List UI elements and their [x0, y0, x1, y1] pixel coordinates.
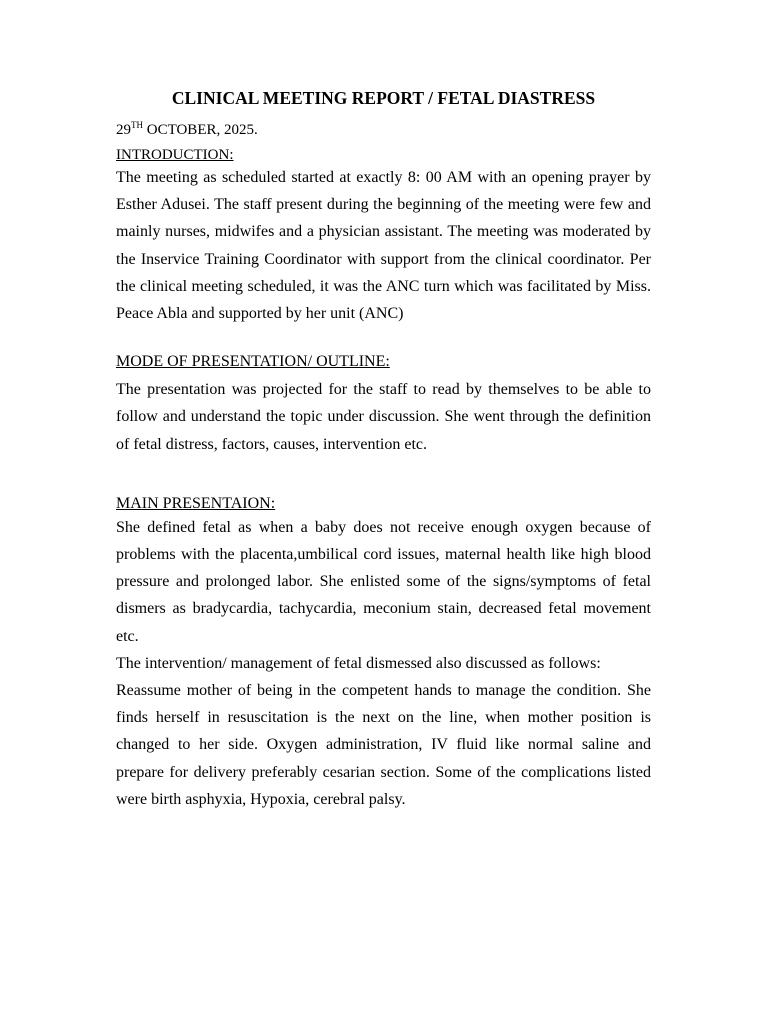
- introduction-paragraph: The meeting as scheduled started at exactly 8: 00 AM with an opening prayer by Esther Adusei. The staff present during the beginning of the meeting were few and mainly nurses, midwifes and a physician assistant. The meeting was moderated by the Inservice Training Coordinator with support from the clinical coordinator. Per the clinical meeting scheduled, it was the ANC turn which was facilitated by Miss. Peace Abla and supported by her unit (ANC): [116, 169, 651, 323]
- document-title: CLINICAL MEETING REPORT / FETAL DIASTRESS: [171, 88, 596, 108]
- date-suffix: TH: [131, 120, 143, 130]
- document-body: [116, 84, 651, 813]
- introduction-heading: INTRODUCTION:: [116, 147, 234, 163]
- mode-heading: MODE OF PRESENTATION/ OUTLINE:: [116, 353, 390, 371]
- intervention-lead: The intervention/ management of fetal dismessed also discussed as follows:: [116, 654, 601, 672]
- main-presentation-heading: MAIN PRESENTAION:: [116, 494, 276, 512]
- date-day: 29: [116, 122, 131, 138]
- intervention-paragraph: Reassume mother of being in the competent hands to manage the condition. She finds herself in resuscitation is the next on the line, when mother position is changed to her side. Oxygen administration, IV fluid like normal saline and prepare for delivery preferably cesarian section. Some of the complications listed were birth asphyxia, Hypoxia, cerebral palsy.: [116, 682, 651, 808]
- date-rest: OCTOBER, 2025.: [143, 122, 258, 138]
- mode-paragraph: The presentation was projected for the staff to read by themselves to be able to follow and understand the topic under discussion. She went through the definition of fetal distress, factors, causes, intervention etc.: [116, 381, 651, 453]
- main-presentation-paragraph: She defined fetal as when a baby does not receive enough oxygen because of problems with the placenta,umbilical cord issues, maternal health like high blood pressure and prolonged labor. She enlisted some of the signs/symptoms of fetal dismers as bradycardia, tachycardia, meconium stain, decreased fetal movement etc.: [116, 518, 651, 645]
- report-date: [116, 116, 651, 144]
